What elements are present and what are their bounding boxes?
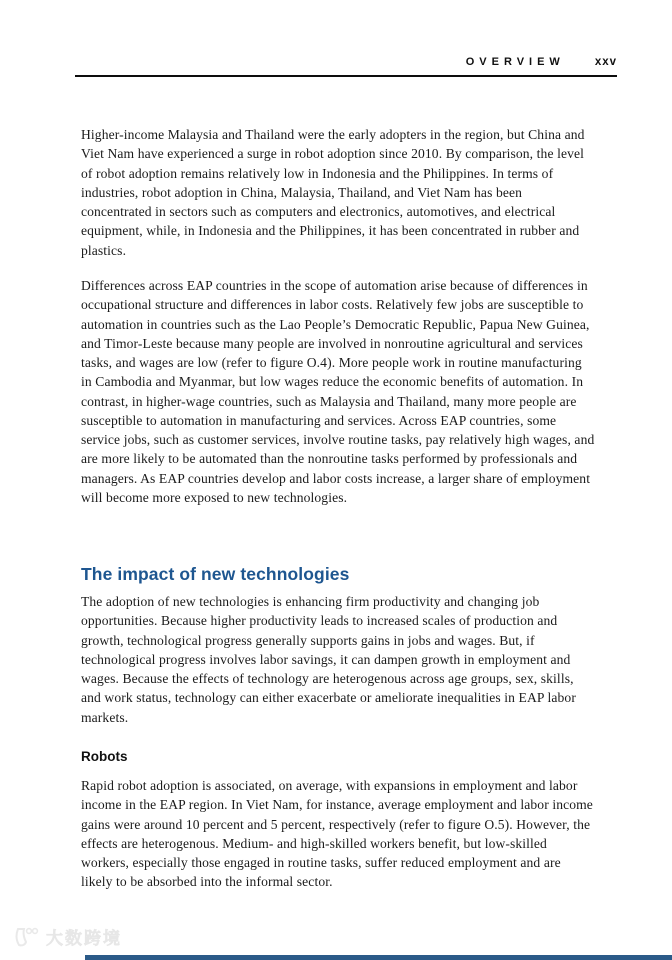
header-rule: [75, 75, 617, 77]
subheading-robots: Robots: [81, 749, 128, 764]
paragraph-robot-adoption: Higher-income Malaysia and Thailand were the early adopters in the region, but China and Viet Nam have experienced a surge in robot adoption since 2010. By comparison, the level of robot adoption remains relatively low in Indonesia and the Philippines. In terms of industries, robot adoption in China, Malaysia, Thailand, and Viet Nam has been concentrated in sectors such as computers and electronics, automotives, and electrical equipment, while, in Indonesia and the Philippines, it has been concentrated in rubber and plastics.: [81, 127, 585, 258]
watermark: [14, 924, 122, 949]
section-heading-impact-of-new-technologies: The impact of new technologies: [81, 564, 350, 584]
bottom-blue-bar: [85, 955, 672, 960]
paragraph-robots-employment-effects: Rapid robot adoption is associated, on average, with expansions in employment and labor income in the EAP region. In Viet Nam, for instance, average employment and labor income gains were around 10 percent and 5 percent, respectively (refer to figure O.5). However, the effects are heterogenous. Medium- and high-skilled workers benefit, but low-skilled workers, especially those engaged in routine tasks, suffer reduced employment and are likely to be absorbed into the informal sector.: [81, 778, 593, 890]
watermark-text: 大数跨境: [46, 929, 122, 948]
running-header: [75, 56, 617, 68]
paragraph-technology-adoption-effects: The adoption of new technologies is enhancing firm productivity and changing job opportunities. Because higher productivity leads to increased scales of production and growth, technological progress generally supports gains in jobs and wages. But, if technological progress involves labor savings, it can dampen growth in employment and wages. Because the effects of technology are heterogenous across age groups, sex, skills, and work status, technology can either exacerbate or ameliorate inequalities in EAP labor markets.: [81, 594, 576, 725]
page-number: xxv: [594, 56, 617, 68]
watermark-logo-icon: [14, 926, 40, 948]
header-section-label: OVERVIEW: [465, 56, 565, 68]
paragraph-automation-differences: Differences across EAP countries in the scope of automation arise because of differences in occupational structure and differences in labor costs. Relatively few jobs are susceptible to automation in countries such as the Lao People’s Democratic Republic, Papua New Guinea, and Timor-Leste because many people are involved in nonroutine agricultural and services tasks, and wages are low (refer to figure O.4). More people work in routine manufacturing in Cambodia and Myanmar, but low wages reduce the economic benefits of automation. In contrast, in higher-wage countries, such as Malaysia and Thailand, many more people are susceptible to automation in manufacturing and services. Across EAP countries, some service jobs, such as customer services, involve routine tasks, pay relatively high wages, and are more likely to be automated than the nonroutine tasks performed by professionals and managers. As EAP countries develop and labor costs increase, a larger share of employment will become more exposed to new technologies.: [81, 278, 595, 505]
